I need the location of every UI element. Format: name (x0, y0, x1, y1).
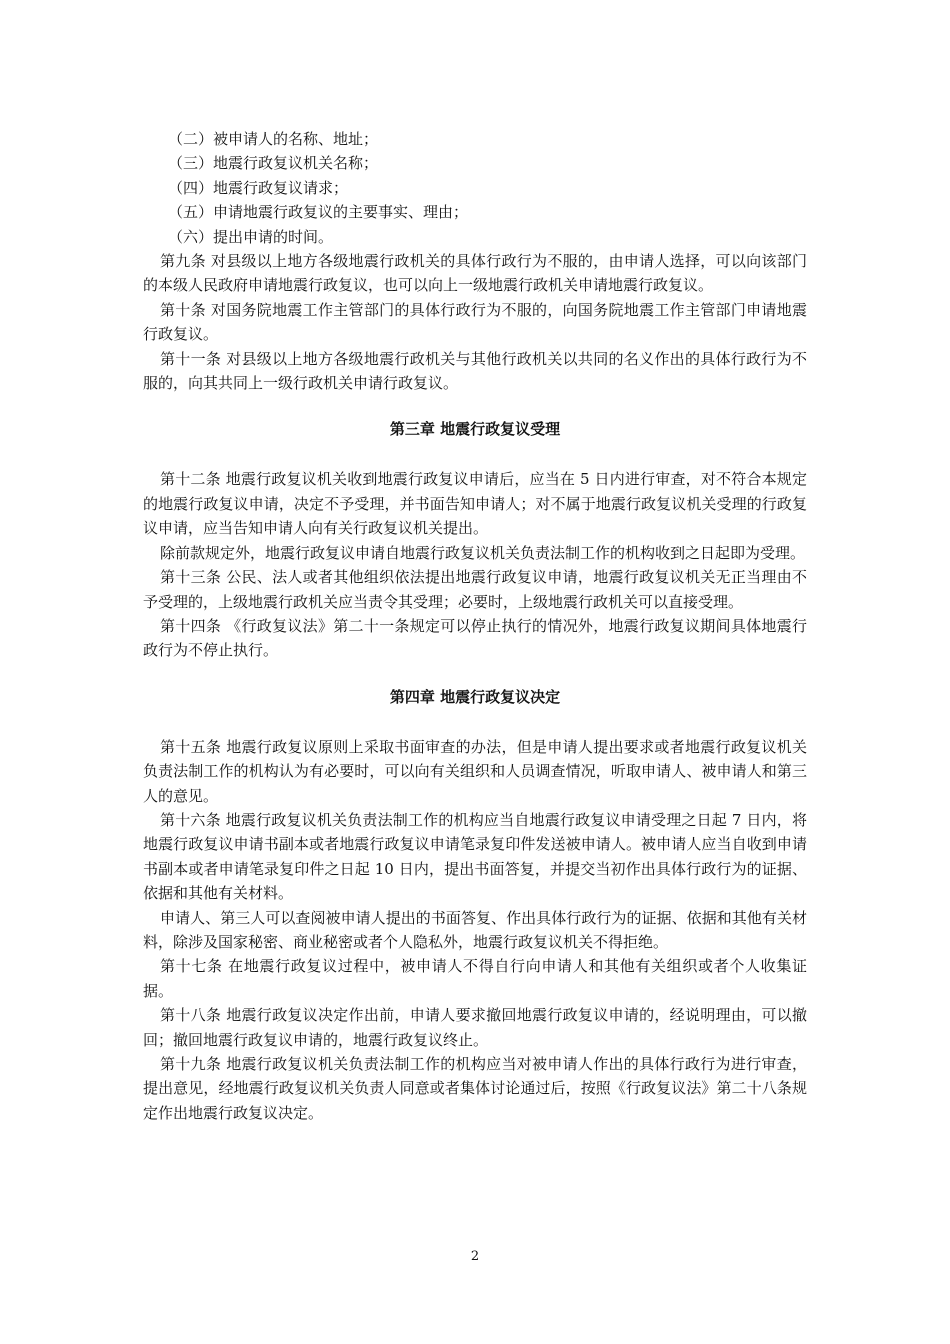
chapter-3-title: 第三章 地震行政复议受理 (389, 420, 561, 439)
list-item: （四）地震行政复议请求； (168, 178, 349, 197)
page-number: 2 (470, 1249, 480, 1264)
article-19: 第十九条 地震行政复议机关负责法制工作的机构应当对被申请人作出的具体行政行为进行审查，提出意见，经地震行政复议机关负责人同意或者集体讨论通过后，按照《行政复议法》第二十八条规定作出地震行政复议决定。 (143, 1055, 807, 1122)
article-13: 第十三条 公民、法人或者其他组织依法提出地震行政复议申请，地震行政复议机关无正当理由不予受理的，上级地震行政机关应当责令其受理；必要时，上级地震行政机关可以直接受理。 (143, 568, 807, 611)
article-14: 第十四条 《行政复议法》第二十一条规定可以停止执行的情况外，地震行政复议期间具体地震行政行为不停止执行。 (143, 616, 807, 660)
article-18: 第十八条 地震行政复议决定作出前，申请人要求撤回地震行政复议申请的，经说明理由，可以撤回；撤回地震行政复议申请的，地震行政复议终止。 (143, 1006, 807, 1049)
list-item: （五）申请地震行政复议的主要事实、理由； (168, 203, 469, 222)
article-11: 第十一条 对县级以上地方各级地震行政机关与其他行政机关以共同的名义作出的具体行政行为不服的，向其共同上一级行政机关申请行政复议。 (143, 349, 807, 393)
article-9: 第九条 对县级以上地方各级地震行政机关的具体行政行为不服的，由申请人选择，可以向该部门的本级人民政府申请地震行政复议，也可以向上一级地震行政机关申请地震行政复议。 (143, 252, 807, 295)
article-12-clause-2: 除前款规定外，地震行政复议申请自地震行政复议机关负责法制工作的机构收到之日起即为受理。 (160, 543, 806, 562)
list-item: （六）提出申请的时间。 (168, 227, 334, 246)
list-item: （三）地震行政复议机关名称； (168, 154, 379, 173)
article-16: 第十六条 地震行政复议机关负责法制工作的机构应当自地震行政复议申请受理之日起 7 日内，将地震行政复议申请书副本或者地震行政复议申请笔录复印件发送被申请人。被申请人应当自收到申请书副本或者申请笔录复印件之日起 10 日内，提出书面答复，并提交当初作出具体行政行为的证据、依据和其他有关材料。 (143, 810, 807, 903)
chapter-4-title: 第四章 地震行政复议决定 (389, 687, 561, 706)
list-item: （二）被申请人的名称、地址； (168, 130, 379, 148)
article-10: 第十条 对国务院地震工作主管部门的具体行政行为不服的，向国务院地震工作主管部门申请地震行政复议。 (143, 300, 807, 344)
article-16-clause-2: 申请人、第三人可以查阅被申请人提出的书面答复、作出具体行政行为的证据、依据和其他有关材料，除涉及国家秘密、商业秘密或者个人隐私外，地震行政复议机关不得拒绝。 (143, 908, 807, 951)
article-17: 第十七条 在地震行政复议过程中，被申请人不得自行向申请人和其他有关组织或者个人收集证据。 (143, 957, 807, 1000)
article-12: 第十二条 地震行政复议机关收到地震行政复议申请后，应当在 5 日内进行审查，对不符合本规定的地震行政复议申请，决定不予受理，并书面告知申请人；对不属于地震行政复议机关受理的行政复议申请，应当告知申请人向有关行政复议机关提出。 (143, 470, 807, 538)
article-15: 第十五条 地震行政复议原则上采取书面审查的办法，但是申请人提出要求或者地震行政复议机关负责法制工作的机构认为有必要时，可以向有关组织和人员调查情况，听取申请人、被申请人和第三人的意见。 (143, 737, 807, 805)
